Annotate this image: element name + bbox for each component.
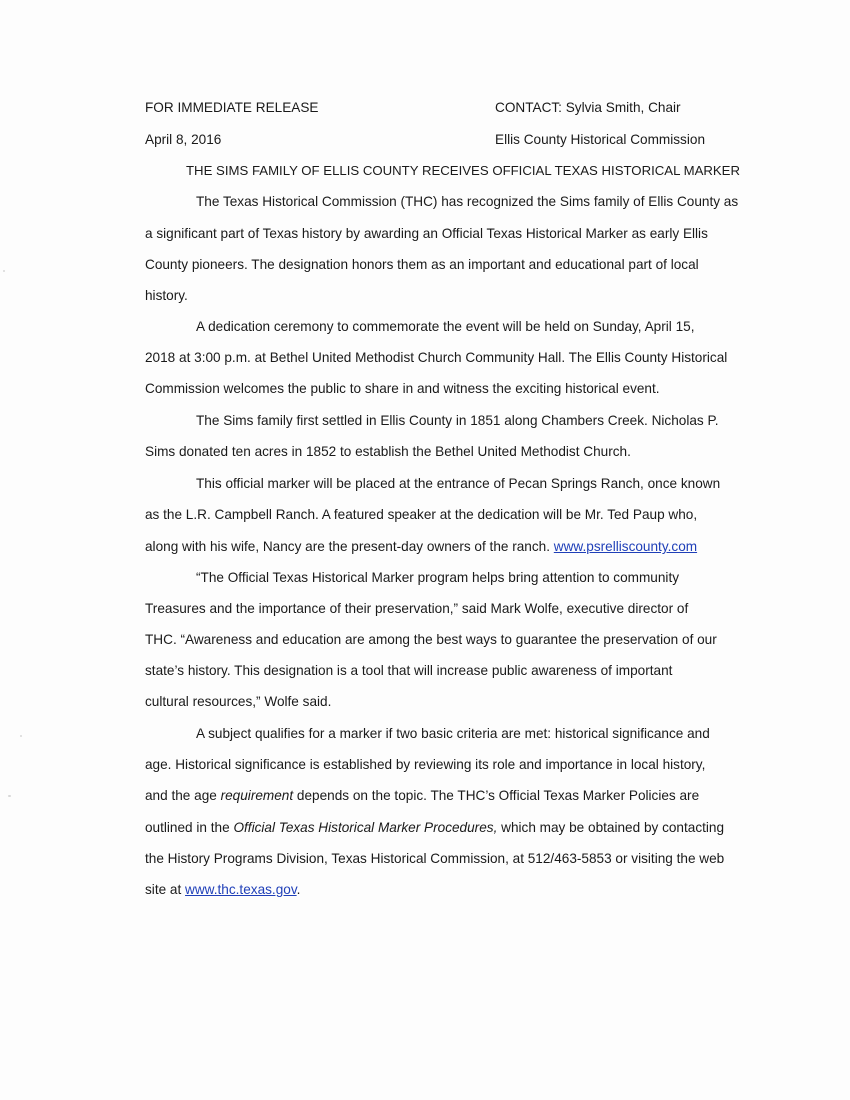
scan-mark [8, 795, 11, 797]
paragraph-3-line: Sims donated ten acres in 1852 to establish the Bethel United Methodist Church. [145, 444, 631, 459]
paragraph-5-line: “The Official Texas Historical Marker program helps bring attention to community [196, 570, 680, 585]
paragraph-4-line: as the L.R. Campbell Ranch. A featured speaker at the dedication will be Mr. Ted Paup who, [145, 507, 698, 522]
paragraph-6-text: and the age [145, 788, 221, 803]
paragraph-4-line: This official marker will be placed at the entrance of Pecan Springs Ranch, once known [196, 476, 721, 491]
scan-mark [3, 270, 5, 272]
procedures-title: Official Texas Historical Marker Procedures, [233, 820, 498, 835]
paragraph-6-text: which may be obtained by contacting [497, 820, 725, 835]
paragraph-6-line: the History Programs Division, Texas Historical Commission, at 512/463-5853 or visiting the web [145, 851, 725, 866]
paragraph-1-line: County pioneers. The designation honors them as an important and educational part of local [145, 257, 699, 272]
paragraph-5-line: Treasures and the importance of their preservation,” said Mark Wolfe, executive director of [145, 601, 689, 616]
headline: THE SIMS FAMILY OF ELLIS COUNTY RECEIVES OFFICIAL TEXAS HISTORICAL MARKER [186, 163, 741, 178]
paragraph-6-line: A subject qualifies for a marker if two basic criteria are met: historical significance and [196, 726, 710, 741]
ranch-website-link[interactable]: www.psrelliscounty.com [553, 539, 698, 554]
contact-label: CONTACT: Sylvia Smith, Chair [495, 100, 681, 115]
paragraph-6-line: age. Historical significance is established by reviewing its role and importance in local history, [145, 757, 706, 772]
paragraph-6-line [145, 820, 724, 836]
paragraph-5-line: state’s history. This designation is a tool that will increase public awareness of important [145, 663, 673, 678]
paragraph-6-text: . [296, 882, 301, 897]
paragraph-6-text: depends on the topic. The THC’s Official Texas Marker Policies are [293, 788, 700, 803]
paragraph-2-line: Commission welcomes the public to share in and witness the exciting historical event. [145, 381, 660, 396]
paragraph-6-line [145, 882, 300, 898]
paragraph-1-line: history. [145, 288, 188, 303]
release-date: April 8, 2016 [145, 132, 222, 147]
thc-website-link[interactable]: www.thc.texas.gov [185, 882, 297, 897]
paragraph-6-line [145, 788, 699, 804]
scan-mark [20, 735, 22, 737]
paragraph-2-line: 2018 at 3:00 p.m. at Bethel United Methodist Church Community Hall. The Ellis County Historical [145, 350, 728, 365]
paragraph-6-text: outlined in the [145, 820, 234, 835]
paragraph-6-text: site at [145, 882, 186, 897]
paragraph-5-line: THC. “Awareness and education are among the best ways to guarantee the preservation of our [145, 632, 717, 647]
release-label: FOR IMMEDIATE RELEASE [145, 100, 319, 115]
paragraph-1-line: a significant part of Texas history by awarding an Official Texas Historical Marker as early Ellis [145, 226, 708, 241]
paragraph-4-line [145, 539, 697, 555]
requirement-emphasis: requirement [220, 788, 294, 803]
paragraph-3-line: The Sims family first settled in Ellis County in 1851 along Chambers Creek. Nicholas P. [196, 413, 719, 428]
contact-organization: Ellis County Historical Commission [495, 132, 705, 147]
paragraph-1-line: The Texas Historical Commission (THC) has recognized the Sims family of Ellis County as [196, 194, 739, 209]
paragraph-5-line: cultural resources,” Wolfe said. [145, 694, 332, 709]
paragraph-4-text: along with his wife, Nancy are the present-day owners of the ranch. [145, 539, 554, 554]
paragraph-2-line: A dedication ceremony to commemorate the event will be held on Sunday, April 15, [196, 319, 695, 334]
